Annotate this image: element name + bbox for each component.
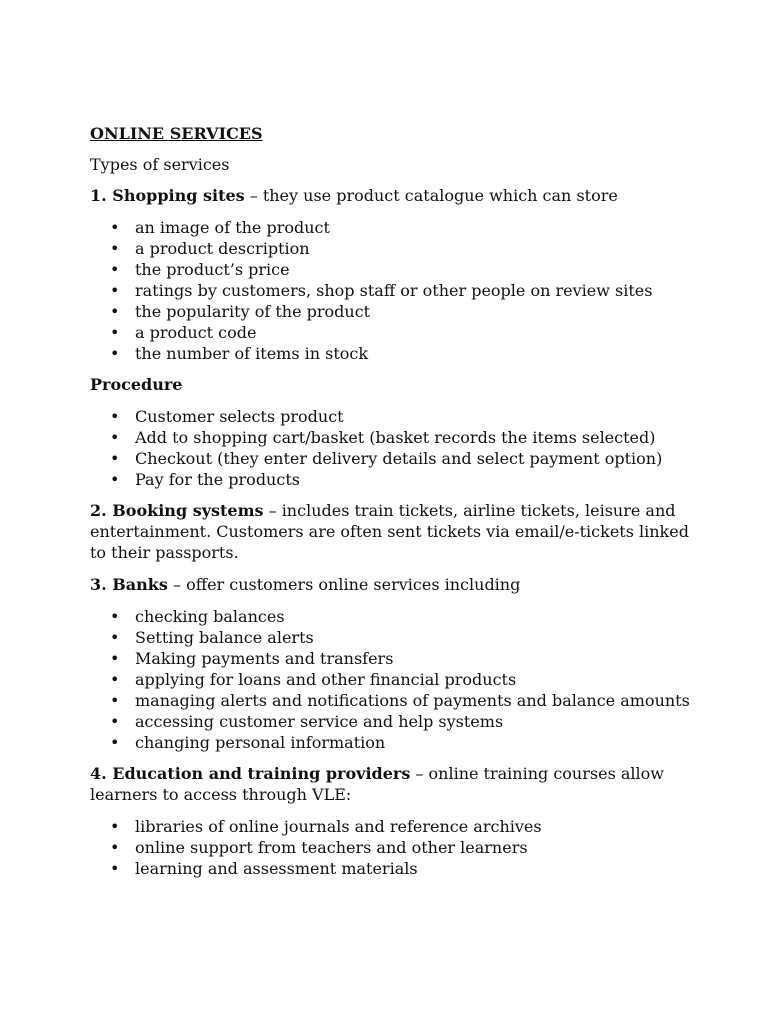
list-item-text: a product code bbox=[135, 323, 257, 342]
education-list bbox=[90, 816, 690, 879]
list-item bbox=[90, 427, 690, 448]
list-item-text: online support from teachers and other learners bbox=[135, 838, 528, 857]
bullet-icon: • bbox=[110, 323, 120, 342]
list-item bbox=[90, 301, 690, 322]
list-item bbox=[90, 406, 690, 427]
bullet-icon: • bbox=[110, 859, 120, 878]
list-item bbox=[90, 217, 690, 238]
document-subtitle: Types of services bbox=[90, 155, 230, 174]
document-body bbox=[90, 123, 690, 889]
list-item-text: a product description bbox=[135, 239, 310, 258]
education-paragraph bbox=[90, 763, 690, 805]
bullet-icon: • bbox=[110, 691, 120, 710]
banks-heading: 3. Banks bbox=[90, 575, 168, 594]
list-item-text: Customer selects product bbox=[135, 407, 344, 426]
list-item bbox=[90, 837, 690, 858]
list-item bbox=[90, 711, 690, 732]
list-item-text: Making payments and transfers bbox=[135, 649, 394, 668]
procedure-paragraph bbox=[90, 374, 690, 395]
list-item bbox=[90, 627, 690, 648]
list-item bbox=[90, 732, 690, 753]
list-item bbox=[90, 238, 690, 259]
list-item bbox=[90, 259, 690, 280]
list-item-text: ratings by customers, shop staff or other people on review sites bbox=[135, 281, 653, 300]
bullet-icon: • bbox=[110, 470, 120, 489]
list-item-text: checking balances bbox=[135, 607, 285, 626]
bullet-icon: • bbox=[110, 670, 120, 689]
bullet-icon: • bbox=[110, 407, 120, 426]
list-item-text: Checkout (they enter delivery details and select payment option) bbox=[135, 449, 663, 468]
banks-list bbox=[90, 606, 690, 753]
booking-paragraph bbox=[90, 500, 690, 563]
bullet-icon: • bbox=[110, 344, 120, 363]
list-item-text: Pay for the products bbox=[135, 470, 300, 489]
list-item bbox=[90, 669, 690, 690]
list-item-text: an image of the product bbox=[135, 218, 330, 237]
bullet-icon: • bbox=[110, 607, 120, 626]
list-item-text: libraries of online journals and reference archives bbox=[135, 817, 542, 836]
banks-paragraph bbox=[90, 574, 690, 595]
list-item-text: the product’s price bbox=[135, 260, 290, 279]
shopping-paragraph bbox=[90, 185, 690, 206]
bullet-icon: • bbox=[110, 428, 120, 447]
shopping-description: – they use product catalogue which can store bbox=[244, 186, 618, 205]
shopping-list bbox=[90, 217, 690, 364]
list-item-text: the number of items in stock bbox=[135, 344, 369, 363]
bullet-icon: • bbox=[110, 649, 120, 668]
list-item-text: applying for loans and other financial products bbox=[135, 670, 517, 689]
list-item-text: Setting balance alerts bbox=[135, 628, 314, 647]
list-item-text: Add to shopping cart/basket (basket records the items selected) bbox=[135, 428, 656, 447]
bullet-icon: • bbox=[110, 260, 120, 279]
list-item bbox=[90, 690, 690, 711]
list-item bbox=[90, 648, 690, 669]
procedure-list bbox=[90, 406, 690, 490]
bullet-icon: • bbox=[110, 817, 120, 836]
education-description: – online training courses allow learners to access through VLE: bbox=[90, 764, 664, 804]
booking-description: – includes train tickets, airline tickets, leisure and entertainment. Customers are often sent tickets via email/e-tickets linked to their passports. bbox=[90, 501, 689, 562]
list-item bbox=[90, 858, 690, 879]
list-item-text: the popularity of the product bbox=[135, 302, 371, 321]
bullet-icon: • bbox=[110, 628, 120, 647]
education-heading: 4. Education and training providers bbox=[90, 764, 411, 783]
banks-description: – offer customers online services including bbox=[167, 575, 521, 594]
list-item bbox=[90, 816, 690, 837]
bullet-icon: • bbox=[110, 449, 120, 468]
list-item bbox=[90, 606, 690, 627]
list-item bbox=[90, 448, 690, 469]
list-item bbox=[90, 322, 690, 343]
bullet-icon: • bbox=[110, 838, 120, 857]
bullet-icon: • bbox=[110, 733, 120, 752]
bullet-icon: • bbox=[110, 239, 120, 258]
bullet-icon: • bbox=[110, 281, 120, 300]
document-title: ONLINE SERVICES bbox=[90, 124, 263, 143]
booking-heading: 2. Booking systems bbox=[90, 501, 264, 520]
list-item bbox=[90, 280, 690, 301]
bullet-icon: • bbox=[110, 218, 120, 237]
list-item-text: managing alerts and notifications of payments and balance amounts bbox=[135, 691, 690, 710]
shopping-heading: 1. Shopping sites bbox=[90, 186, 245, 205]
bullet-icon: • bbox=[110, 712, 120, 731]
list-item-text: changing personal information bbox=[135, 733, 386, 752]
list-item bbox=[90, 469, 690, 490]
list-item-text: accessing customer service and help systems bbox=[135, 712, 504, 731]
list-item-text: learning and assessment materials bbox=[135, 859, 418, 878]
procedure-heading: Procedure bbox=[90, 375, 183, 394]
list-item bbox=[90, 343, 690, 364]
bullet-icon: • bbox=[110, 302, 120, 321]
